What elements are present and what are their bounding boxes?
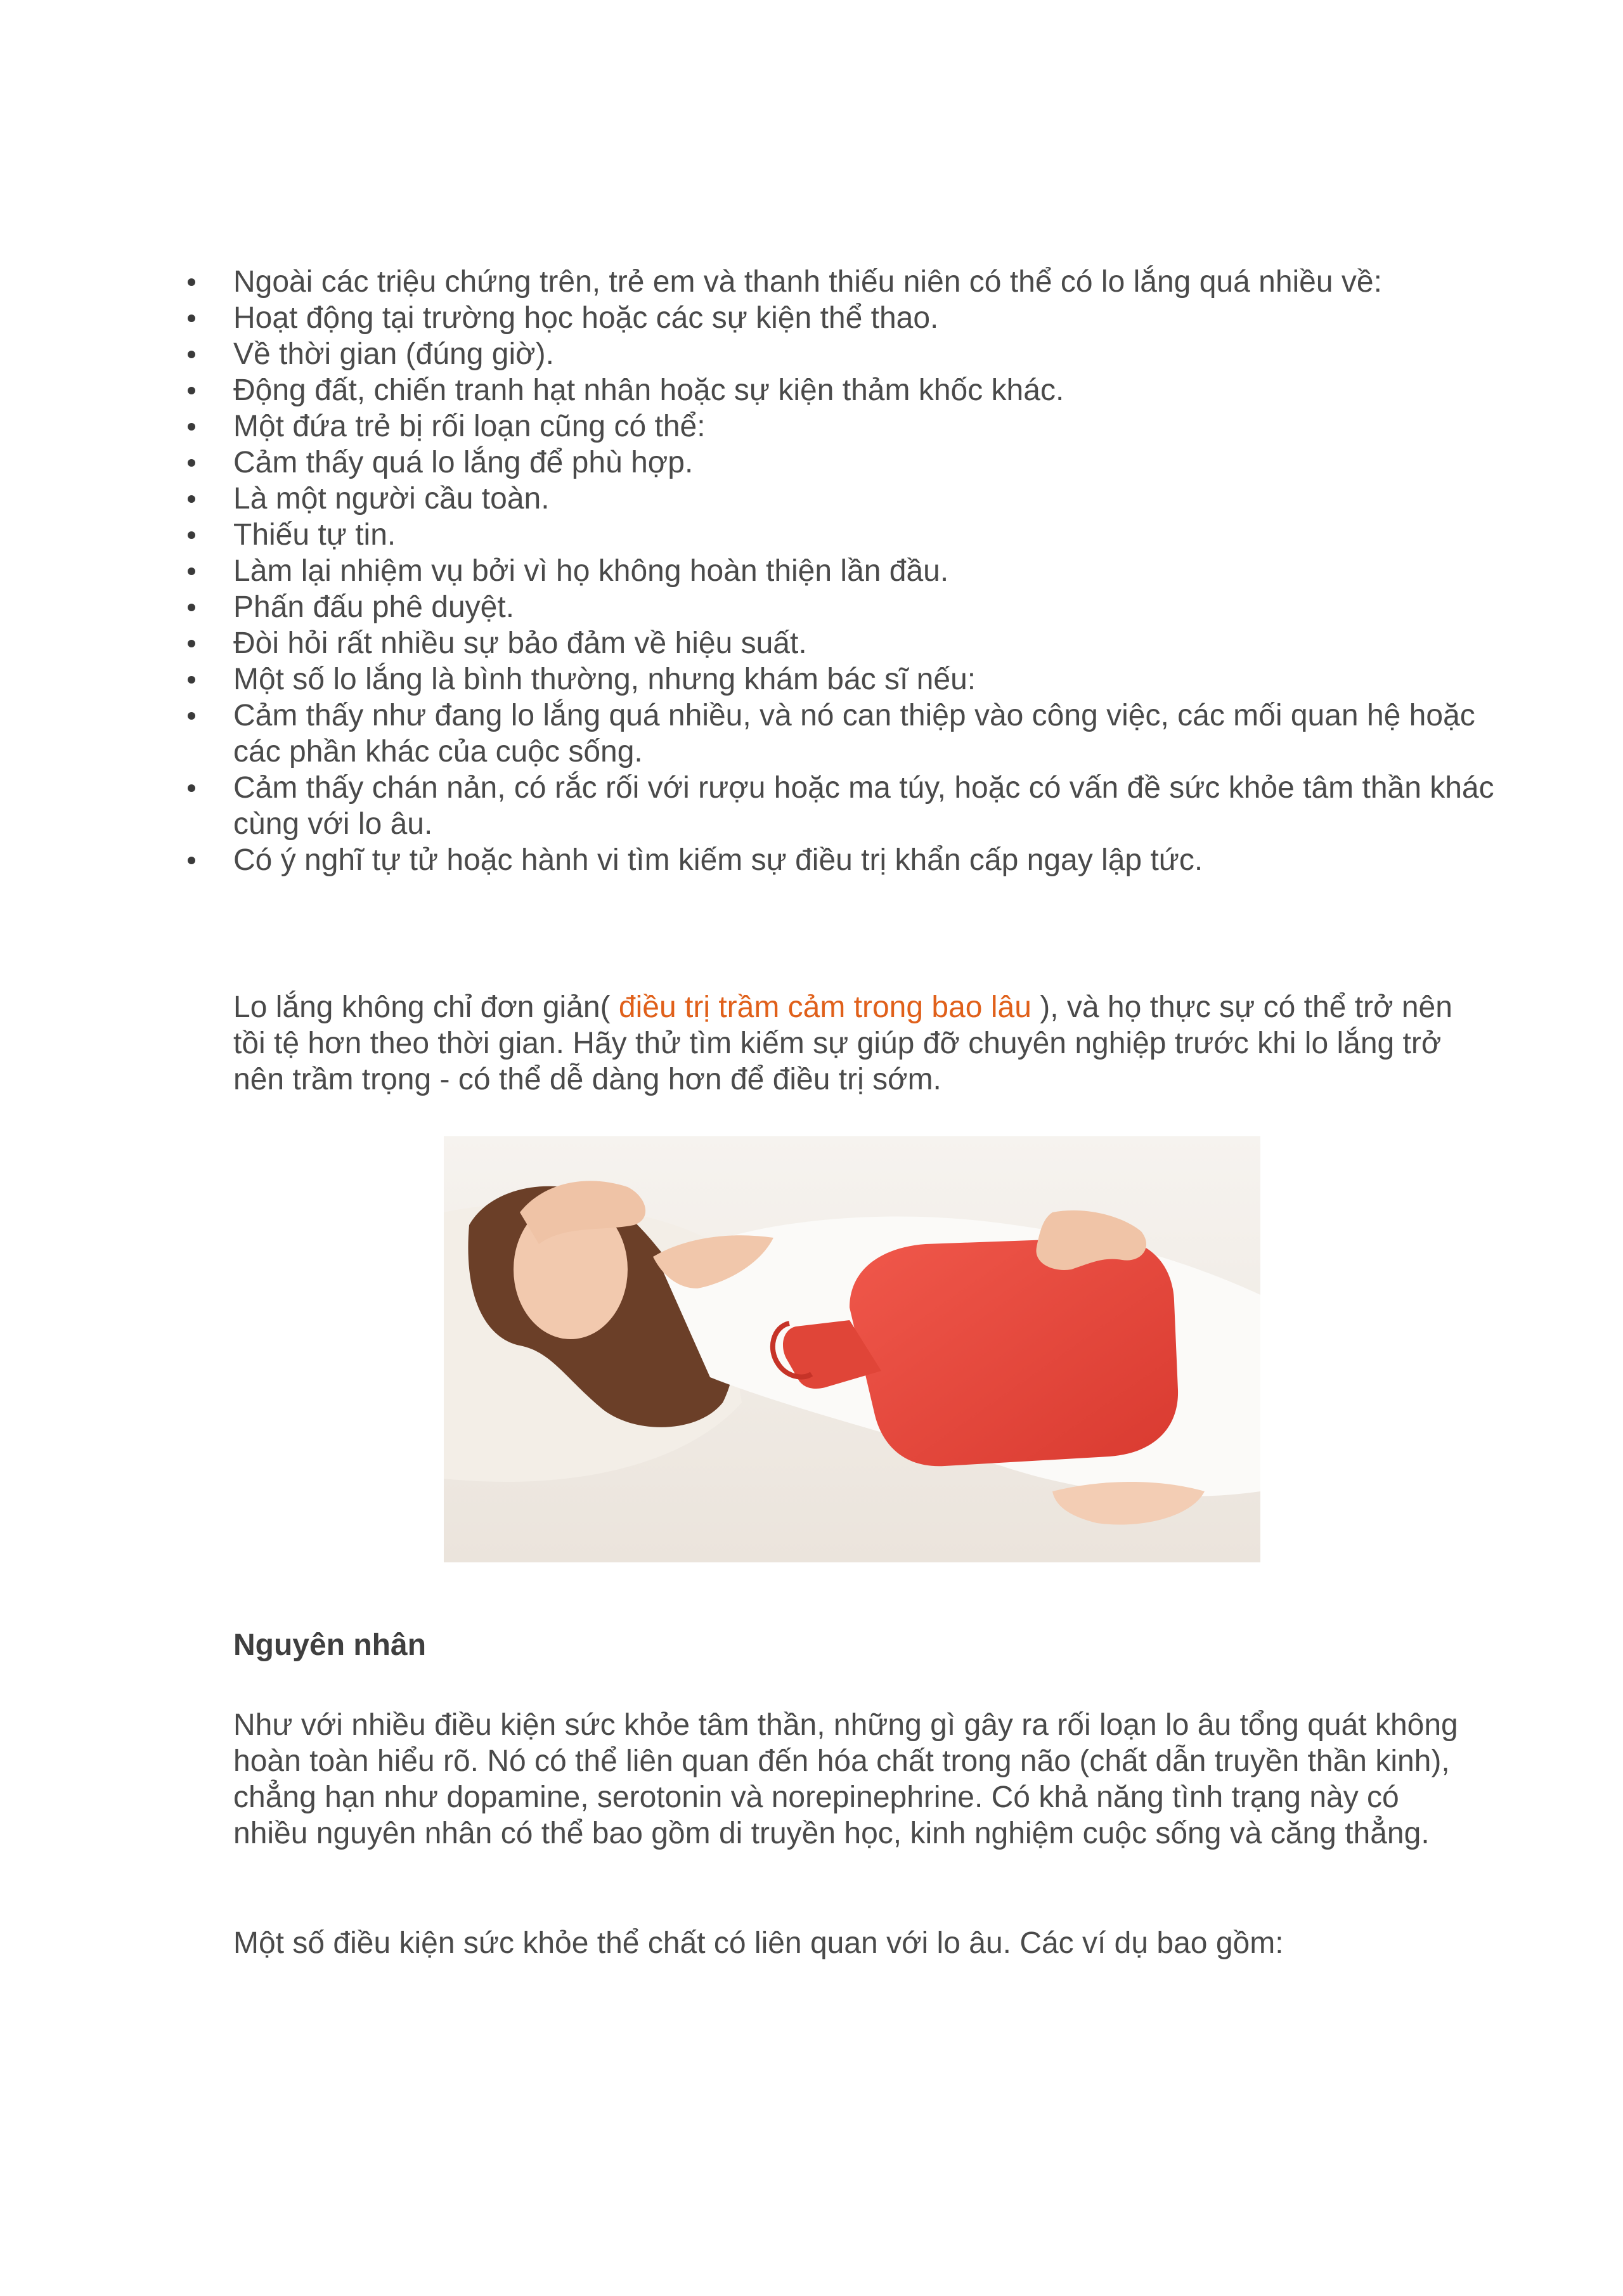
bullet-item xyxy=(183,842,1501,878)
bullet-dot xyxy=(188,531,195,539)
bullet-dot xyxy=(188,712,195,720)
bullet-item xyxy=(183,697,1501,770)
bullet-dot xyxy=(188,495,195,503)
intro-text-end: ), và họ thực sự có thể trở nên tồi tệ hơn theo thời gian. Hãy thử tìm kiếm sự giúp đỡ chuyên nghiệp trước khi lo lắng trở nên trầm trọng - có thể dễ dàng hơn để điều trị sớm. xyxy=(233,990,1452,1096)
bullet-dot xyxy=(188,315,195,322)
bullet-text: Hoạt động tại trường học hoặc các sự kiện thể thao. xyxy=(233,301,939,335)
bullet-item xyxy=(183,625,1501,661)
bullet-dot xyxy=(188,423,195,431)
bullet-dot xyxy=(188,351,195,358)
bullet-item xyxy=(183,300,1501,336)
bullet-dot xyxy=(188,459,195,467)
bullet-item xyxy=(183,661,1501,697)
bullet-text: Đòi hỏi rất nhiều sự bảo đảm về hiệu suất. xyxy=(233,626,807,660)
section-heading-causes: Nguyên nhân xyxy=(233,1628,427,1662)
bullet-item xyxy=(183,553,1501,589)
bullet-item xyxy=(183,481,1501,517)
bullet-dot xyxy=(188,857,195,864)
bullet-item xyxy=(183,444,1501,481)
bullet-text: Phấn đấu phê duyệt. xyxy=(233,590,515,624)
bullet-dot xyxy=(188,676,195,684)
bullet-text: Cảm thấy như đang lo lắng quá nhiều, và nó can thiệp vào công việc, các mối quan hệ hoặc các phần khác của cuộc sống. xyxy=(233,699,1475,769)
causes-paragraph: Như với nhiều điều kiện sức khỏe tâm thần, những gì gây ra rối loạn lo âu tổng quát không hoàn toàn hiểu rõ. Nó có thể liên quan đến hóa chất trong não (chất dẫn truyền thần kinh), chẳng hạn như dopamine, serotonin và norepinephrine. Có khả năng tình trạng này có nhiều nguyên nhân có thể bao gồm di truyền học, kinh nghiệm cuộc sống và căng thẳng. xyxy=(233,1708,1458,1850)
bullet-item xyxy=(183,770,1501,842)
bullet-text: Thiếu tự tin. xyxy=(233,518,396,552)
bullet-item xyxy=(183,517,1501,553)
bullet-text: Có ý nghĩ tự tử hoặc hành vi tìm kiếm sự điều trị khẩn cấp ngay lập tức. xyxy=(233,843,1203,877)
bullet-text: Cảm thấy quá lo lắng để phù hợp. xyxy=(233,446,694,479)
bullet-dot xyxy=(188,278,195,286)
intro-paragraph xyxy=(233,989,1463,1098)
bullet-text: Là một người cầu toàn. xyxy=(233,482,550,516)
bullet-item xyxy=(183,589,1501,625)
bullet-item xyxy=(183,264,1501,300)
bullet-text: Một số lo lắng là bình thường, nhưng khám bác sĩ nếu: xyxy=(233,663,976,696)
bullet-text: Ngoài các triệu chứng trên, trẻ em và thanh thiếu niên có thể có lo lắng quá nhiều về: xyxy=(233,265,1382,299)
bullet-item xyxy=(183,372,1501,408)
bullet-dot xyxy=(188,604,195,611)
photo-illustration xyxy=(444,1136,1260,1562)
bullet-item xyxy=(183,336,1501,372)
woman-with-hot-water-bottle-photo xyxy=(444,1136,1260,1562)
bullet-text: Cảm thấy chán nản, có rắc rối với rượu hoặc ma túy, hoặc có vấn đề sức khỏe tâm thần khác cùng với lo âu. xyxy=(233,771,1494,841)
bullet-text: Làm lại nhiệm vụ bởi vì họ không hoàn thiện lần đầu. xyxy=(233,554,949,588)
bullet-text: Động đất, chiến tranh hạt nhân hoặc sự kiện thảm khốc khác. xyxy=(233,373,1064,407)
bullet-item xyxy=(183,408,1501,444)
bullet-text: Về thời gian (đúng giờ). xyxy=(233,337,554,371)
bullet-dot xyxy=(188,640,195,647)
symptom-bullet-list xyxy=(183,264,1501,878)
bottle-body xyxy=(850,1238,1178,1466)
physical-conditions-paragraph: Một số điều kiện sức khỏe thể chất có liên quan với lo âu. Các ví dụ bao gồm: xyxy=(233,1926,1284,1960)
bullet-dot xyxy=(188,784,195,792)
bullet-text: Một đứa trẻ bị rối loạn cũng có thể: xyxy=(233,410,706,443)
bullet-dot xyxy=(188,568,195,575)
intro-text-start: Lo lắng không chỉ đơn giản( xyxy=(233,990,619,1024)
bullet-dot xyxy=(188,387,195,394)
depression-treatment-link[interactable]: điều trị trầm cảm trong bao lâu xyxy=(618,990,1031,1024)
